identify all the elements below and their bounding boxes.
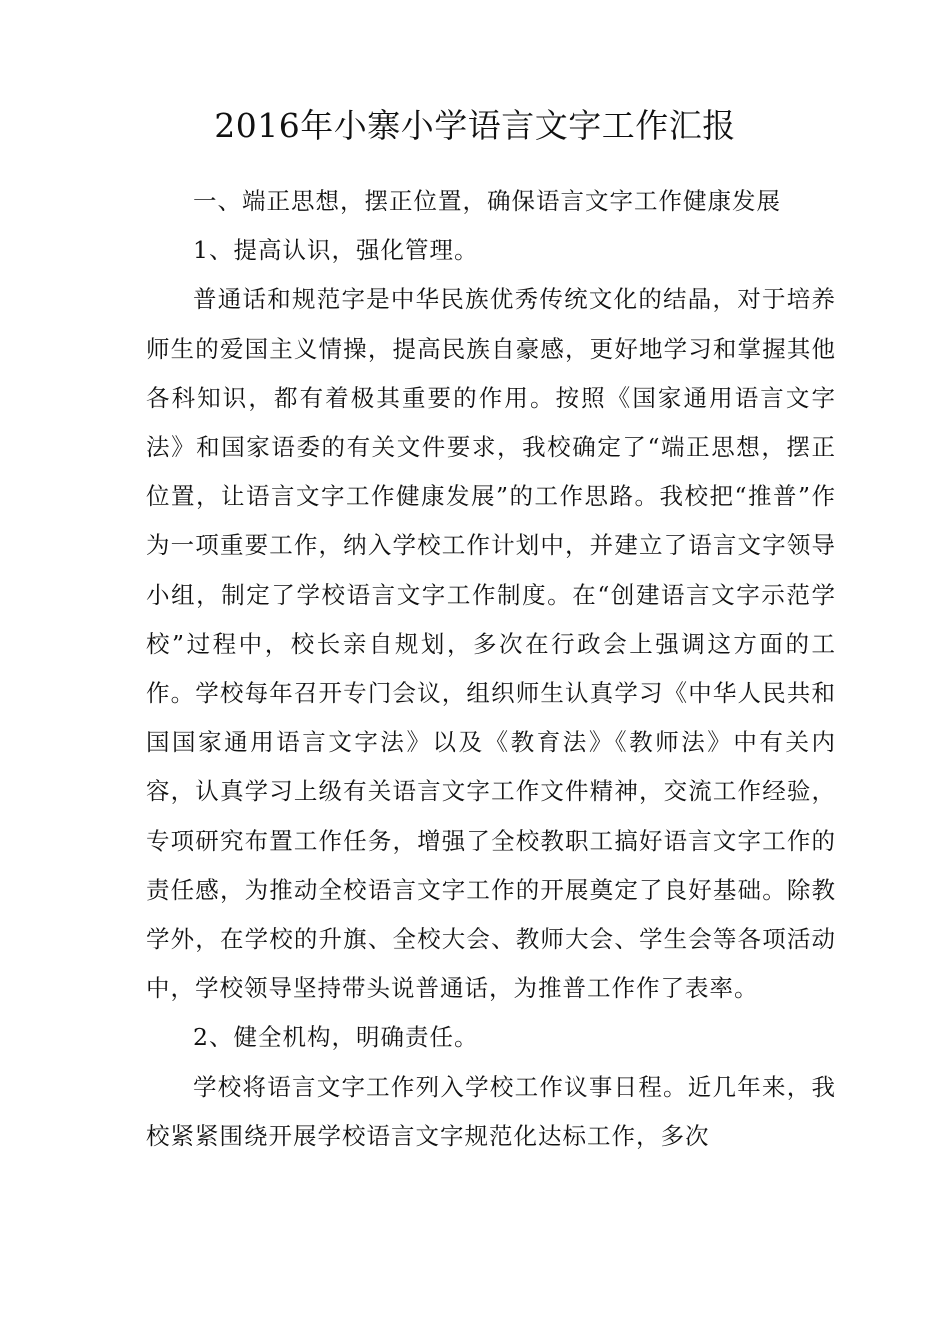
document-body [146, 177, 836, 1161]
body-paragraph: 学校将语言文字工作列入学校工作议事日程。近几年来，我校紧紧围绕开展学校语言文字规范化达标工作，多次 [146, 1072, 836, 1150]
document-title: 2016年小寨小学语言文字工作汇报 [214, 106, 736, 145]
subsection-heading: 2、健全机构，明确责任。 [193, 1023, 479, 1052]
section-heading: 一、端正思想，摆正位置，确保语言文字工作健康发展 [193, 187, 781, 215]
subsection-heading: 1、提高认识，强化管理。 [193, 236, 479, 265]
body-paragraph: 普通话和规范字是中华民族优秀传统文化的结晶，对于培养师生的爱国主义情操，提高民族自豪感，更好地学习和掌握其他各科知识，都有着极其重要的作用。按照《国家通用语言文字法》和国家语委的有关文件要求，我校确定了“端正思想，摆正位置，让语言文字工作健康发展”的工作思路。我校把“推普”作为一项重要工作，纳入学校工作计划中，并建立了语言文字领导小组，制定了学校语言文字工作制度。在“创建语言文字示范学校”过程中，校长亲自规划，多次在行政会上强调这方面的工作。学校每年召开专门会议，组织师生认真学习《中华人民共和国国家通用语言文字法》以及《教育法》《教师法》中有关内容，认真学习上级有关语言文字工作文件精神，交流工作经验，专项研究布置工作任务，增强了全校教职工搞好语言文字工作的责任感，为推动全校语言文字工作的开展奠定了良好基础。除教学外，在学校的升旗、全校大会、教师大会、学生会等各项活动中，学校领导坚持带头说普通话，为推普工作作了表率。 [146, 285, 836, 1003]
